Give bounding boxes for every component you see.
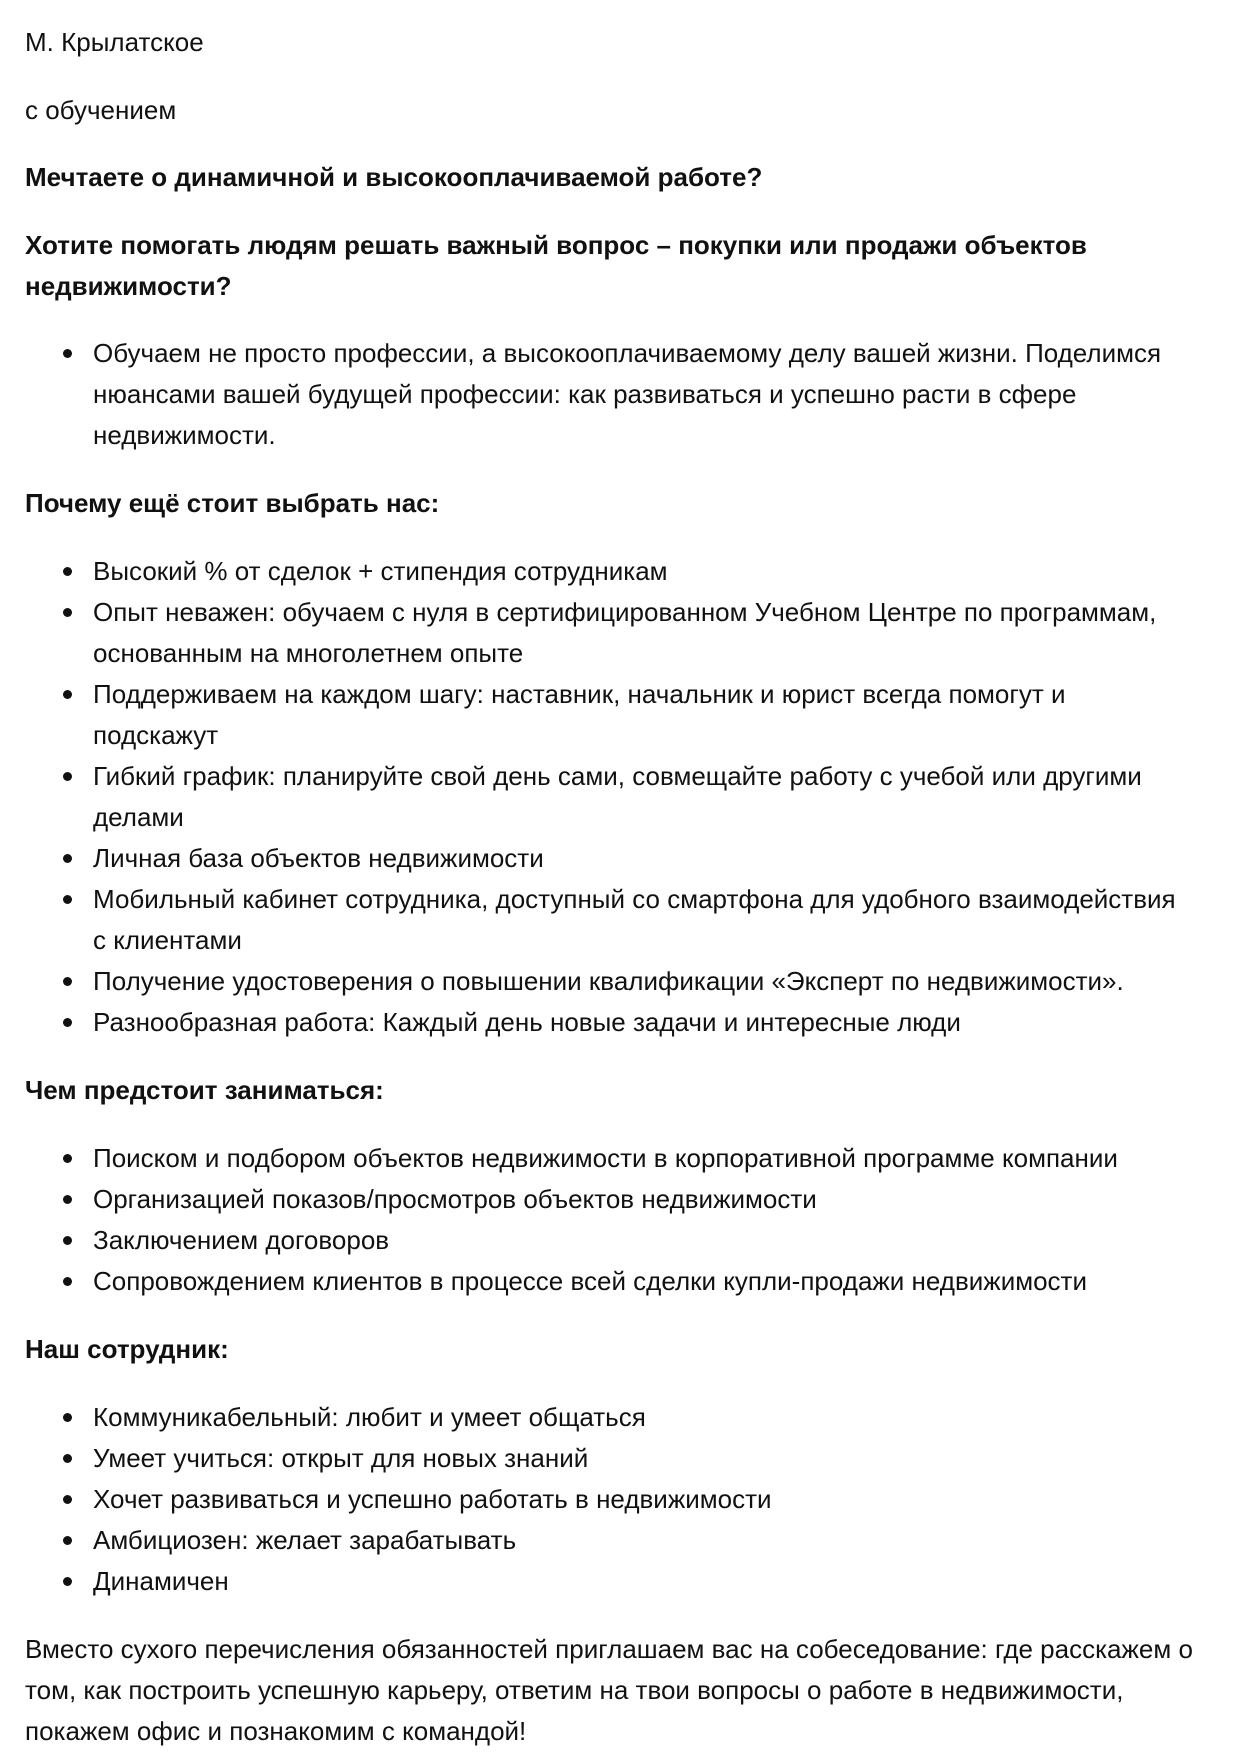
- list-item-text: Мобильный кабинет сотрудника, доступный со смартфона для удобного взаимодействия с клиентами: [93, 884, 1176, 955]
- bullet-icon: [63, 1018, 72, 1027]
- location-text: М. Крылатское: [25, 27, 204, 57]
- bullet-icon: [63, 977, 72, 986]
- intro-question-2: Хотите помогать людям решать важный вопрос – покупки или продажи объектов недвижимости?: [25, 230, 1087, 301]
- why-list: [25, 551, 1205, 1043]
- list-item-text: Сопровождением клиентов в процессе всей сделки купли-продажи недвижимости: [93, 1266, 1087, 1296]
- list-item: [25, 333, 1205, 456]
- bullet-icon: [63, 1495, 72, 1504]
- bullet-icon: [63, 1413, 72, 1422]
- bullet-icon: [63, 567, 72, 576]
- list-item-text: Умеет учиться: открыт для новых знаний: [93, 1443, 589, 1473]
- bullet-icon: [63, 1195, 72, 1204]
- list-item: [25, 879, 1205, 961]
- employee-list: [25, 1397, 1205, 1602]
- employee-title: Наш сотрудник:: [25, 1334, 229, 1364]
- duties-list: [25, 1138, 1205, 1302]
- list-item-text: Организацией показов/просмотров объектов недвижимости: [93, 1184, 817, 1214]
- list-item-text: Личная база объектов недвижимости: [93, 843, 544, 873]
- training-text: с обучением: [25, 95, 177, 125]
- list-item: [25, 1220, 1205, 1261]
- duties-title: Чем предстоит заниматься:: [25, 1075, 384, 1105]
- list-item-text: Поиском и подбором объектов недвижимости в корпоративной программе компании: [93, 1143, 1118, 1173]
- bullet-icon: [63, 772, 72, 781]
- list-item: [25, 1520, 1205, 1561]
- list-item: [25, 551, 1205, 592]
- list-item: [25, 1179, 1205, 1220]
- list-item: [25, 1138, 1205, 1179]
- list-item: [25, 1561, 1205, 1602]
- bullet-icon: [63, 1236, 72, 1245]
- list-item: [25, 838, 1205, 879]
- list-item: [25, 592, 1205, 674]
- bullet-icon: [63, 1536, 72, 1545]
- list-item-text: Поддерживаем на каждом шагу: наставник, начальник и юрист всегда помогут и подскажут: [93, 679, 1066, 750]
- bullet-icon: [63, 895, 72, 904]
- closing-paragraph: Вместо сухого перечисления обязанностей приглашаем вас на собеседование: где расскажем о том, как построить успешную карьеру, ответим на твои вопросы о работе в недвижимости, покажем офис и познакомим с командой!: [25, 1634, 1193, 1746]
- list-item-text: Амбициозен: желает зарабатывать: [93, 1525, 517, 1555]
- why-title: Почему ещё стоит выбрать нас:: [25, 488, 440, 518]
- list-item-text: Коммуникабельный: любит и умеет общаться: [93, 1402, 646, 1432]
- bullet-icon: [63, 1577, 72, 1586]
- bullet-icon: [63, 349, 72, 358]
- intro-question-1: Мечтаете о динамичной и высокооплачиваемой работе?: [25, 162, 763, 192]
- bullet-icon: [63, 608, 72, 617]
- list-item-text: Хочет развиваться и успешно работать в недвижимости: [93, 1484, 772, 1514]
- bullet-icon: [63, 1277, 72, 1286]
- list-item-text: Получение удостоверения о повышении квалификации «Эксперт по недвижимости».: [93, 966, 1124, 996]
- list-item-text: Заключением договоров: [93, 1225, 390, 1255]
- list-item-text: Динамичен: [93, 1566, 229, 1596]
- bullet-icon: [63, 1454, 72, 1463]
- bullet-icon: [63, 1154, 72, 1163]
- intro-list: [25, 333, 1205, 456]
- list-item: [25, 1261, 1205, 1302]
- list-item-text: Опыт неважен: обучаем с нуля в сертифицированном Учебном Центре по программам, основанным на многолетнем опыте: [93, 597, 1157, 668]
- list-item-text: Высокий % от сделок + стипендия сотрудникам: [93, 556, 668, 586]
- list-item: [25, 1397, 1205, 1438]
- bullet-icon: [63, 854, 72, 863]
- list-item: [25, 1002, 1205, 1043]
- list-item-text: Гибкий график: планируйте свой день сами, совмещайте работу с учебой или другими делами: [93, 761, 1142, 832]
- list-item: [25, 961, 1205, 1002]
- list-item-text: Разнообразная работа: Каждый день новые задачи и интересные люди: [93, 1007, 961, 1037]
- list-item-text: Обучаем не просто профессии, а высокооплачиваемому делу вашей жизни. Поделимся нюансами вашей будущей профессии: как развиваться и успешно расти в сфере недвижимости.: [93, 338, 1162, 450]
- list-item: [25, 1479, 1205, 1520]
- list-item: [25, 674, 1205, 756]
- list-item: [25, 1438, 1205, 1479]
- list-item: [25, 756, 1205, 838]
- bullet-icon: [63, 690, 72, 699]
